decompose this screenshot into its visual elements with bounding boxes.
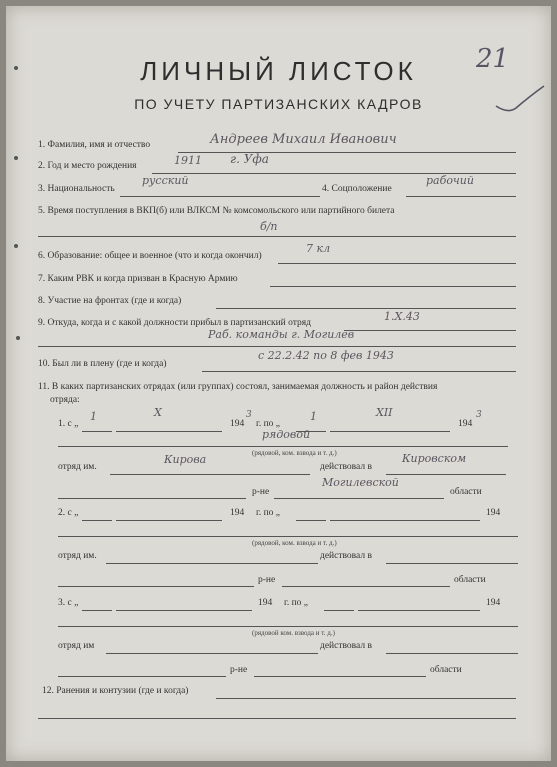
entry-1-from-month: Х	[154, 406, 162, 419]
entry-2-year-2: 194	[486, 508, 501, 518]
field-9-line	[344, 330, 516, 331]
entry-2-from-month-line	[116, 520, 222, 521]
entry-3-acted-line	[386, 653, 518, 654]
entry-2-year-1: 194	[230, 508, 245, 518]
document-sheet	[6, 6, 551, 761]
field-5-line	[38, 236, 516, 237]
field-11-label-2: отряда:	[50, 395, 80, 405]
field-7-label: 7. Каким РВК и когда призван в Красную Армию	[38, 274, 238, 284]
entry-3-unit-line	[106, 653, 318, 654]
entry-1-to-label: г. по „	[256, 419, 281, 429]
entry-3-position-hint: (рядовой ком. взвода и т. д.)	[252, 629, 335, 637]
entry-2-acted-label: действовал в	[320, 551, 372, 561]
entry-2-from-prefix: 2. с „	[58, 508, 79, 518]
field-6-line	[278, 263, 516, 264]
field-1-value: Андреев Михаил Иванович	[210, 132, 397, 147]
entry-1-year-2-hand: 3	[476, 410, 482, 420]
field-1-label: 1. Фамилия, имя и отчество	[38, 140, 151, 150]
field-2-label: 2. Год и место рождения	[38, 161, 137, 171]
entry-1-region-label: области	[450, 487, 482, 497]
field-5-value: б/п	[260, 220, 278, 233]
field-10-label: 10. Был ли в плену (где и когда)	[38, 359, 167, 369]
entry-1-unit-value: Кирова	[164, 453, 207, 466]
entry-1-position-line	[58, 446, 508, 447]
field-9-label: 9. Откуда, когда и с какой должности прибыл в партизанский отряд	[38, 318, 311, 328]
entry-3-year-2: 194	[486, 598, 501, 608]
field-10-line	[202, 371, 516, 372]
entry-1-to-month: ХII	[376, 406, 393, 419]
entry-1-to-day: 1	[310, 410, 317, 423]
field-9-line-2	[38, 346, 516, 347]
entry-2-position-line	[58, 536, 518, 537]
field-5-label: 5. Время поступления в ВКП(б) или ВЛКСМ № комсомольского или партийного билета	[38, 206, 395, 216]
field-11-label: 11. В каких партизанских отрядах (или группах) состоял, занимаемая должность и район действия	[38, 382, 438, 392]
entry-3-district-line-left	[58, 676, 226, 677]
entry-1-district-line-left	[58, 498, 246, 499]
field-8-line	[216, 308, 516, 309]
field-9-value-1: 1.Х.43	[384, 310, 420, 323]
field-6-value: 7 кл	[306, 242, 331, 255]
entry-2-unit-label: отряд им.	[58, 551, 97, 561]
entry-1-unit-line	[110, 474, 310, 475]
entry-1-from-day: 1	[90, 410, 97, 423]
entry-3-to-label: г. по „	[284, 598, 309, 608]
field-3-line	[120, 196, 320, 197]
corner-number: 21	[476, 44, 510, 74]
field-8-label: 8. Участие на фронтах (где и когда)	[38, 296, 182, 306]
entry-2-district-line-left	[58, 586, 254, 587]
field-7-line	[270, 286, 516, 287]
entry-3-from-month-line	[116, 610, 252, 611]
entry-1-from-prefix: 1. с „	[58, 419, 79, 429]
entry-1-position: рядовой	[262, 428, 311, 441]
entry-1-acted-line	[386, 474, 506, 475]
page-title: ЛИЧНЫЙ ЛИСТОК	[140, 56, 417, 86]
entry-2-district-label: р-не	[258, 575, 276, 585]
entry-2-to-day-line	[296, 520, 326, 521]
entry-2-acted-line	[386, 563, 518, 564]
page-subtitle: ПО УЧЕТУ ПАРТИЗАНСКИХ КАДРОВ	[134, 96, 423, 112]
entry-2-to-label: г. по „	[256, 508, 281, 518]
field-4-line	[406, 196, 516, 197]
entry-1-unit-label: отряд им.	[58, 462, 97, 472]
entry-1-acted-value: Кировском	[402, 452, 467, 465]
entry-3-acted-label: действовал в	[320, 641, 372, 651]
field-12-label: 12. Ранения и контузии (где и когда)	[42, 686, 189, 696]
entry-3-year-1: 194	[258, 598, 273, 608]
entry-2-from-day-line	[82, 520, 112, 521]
entry-3-unit-label: отряд им	[58, 641, 95, 651]
punch-hole	[14, 244, 18, 248]
entry-1-district-value: Могилевской	[322, 476, 399, 489]
field-1-line	[178, 152, 516, 153]
entry-2-district-line	[282, 586, 450, 587]
punch-hole	[14, 156, 18, 160]
entry-3-from-day-line	[82, 610, 112, 611]
entry-1-district-line	[274, 498, 444, 499]
field-4-value: рабочий	[426, 174, 474, 187]
punch-hole	[16, 336, 20, 340]
entry-3-position-line	[58, 626, 518, 627]
field-4-label: 4. Соцположение	[322, 184, 392, 194]
entry-1-position-hint: (рядовой, ком. взвода и т. д.)	[252, 449, 337, 457]
field-3-label: 3. Национальность	[38, 184, 115, 194]
entry-1-to-month-line	[330, 431, 450, 432]
field-10-value: с 22.2.42 по 8 фев 1943	[258, 349, 394, 362]
entry-3-from-prefix: 3. с „	[58, 598, 79, 608]
entry-1-district-label: р-не	[252, 487, 270, 497]
field-2-year: 1911	[174, 154, 202, 167]
entry-1-year-1-hand: 3	[246, 410, 252, 420]
entry-2-to-month-line	[330, 520, 480, 521]
field-2-place: г. Уфа	[230, 152, 269, 166]
entry-3-to-day-line	[324, 610, 354, 611]
entry-2-region-label: области	[454, 575, 486, 585]
entry-1-from-month-line	[116, 431, 222, 432]
entry-1-year-1: 194	[230, 419, 245, 429]
entry-3-district-line	[254, 676, 426, 677]
entry-1-year-2: 194	[458, 419, 473, 429]
field-12-line	[216, 698, 516, 699]
field-6-label: 6. Образование: общее и военное (что и когда окончил)	[38, 251, 262, 261]
entry-3-to-month-line	[358, 610, 480, 611]
entry-3-district-label: р-не	[230, 665, 248, 675]
field-9-value-2: Раб. команды г. Могилев	[208, 328, 355, 341]
field-12-line-2	[38, 718, 516, 719]
entry-2-position-hint: (рядовой, ком. взвода и т. д.)	[252, 539, 337, 547]
entry-1-from-day-line	[82, 431, 112, 432]
entry-2-unit-line	[106, 563, 318, 564]
entry-1-acted-label: действовал в	[320, 462, 372, 472]
field-3-value: русский	[142, 174, 189, 187]
entry-3-region-label: области	[430, 665, 462, 675]
